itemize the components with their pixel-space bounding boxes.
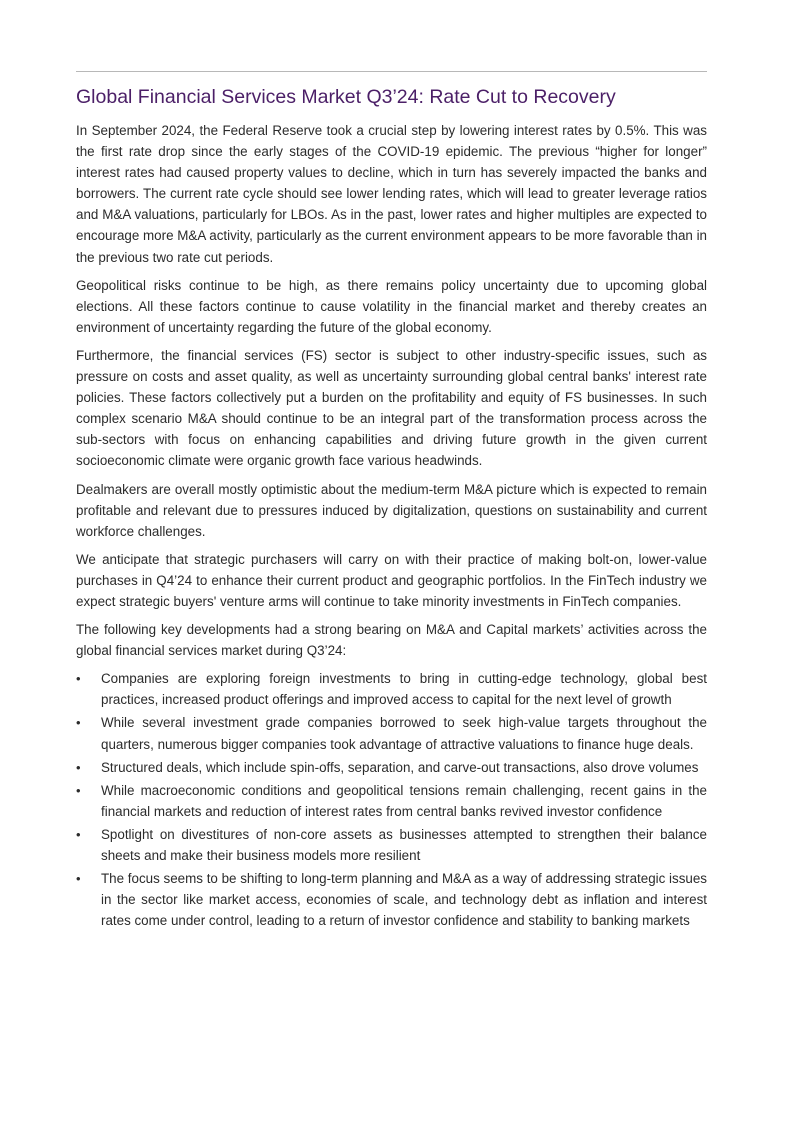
list-item-text: The focus seems to be shifting to long-term planning and M&A as a way of addressing strategic issues in the sector like market access, economies of scale, and technology debt as inflation and interest rates come under control, leading to a return of investor confidence and stability to banking markets <box>101 871 707 929</box>
list-item <box>76 824 707 866</box>
bullet-icon: • <box>76 759 81 775</box>
key-developments-list <box>76 668 707 931</box>
paragraph-key-developments-intro: The following key developments had a strong bearing on M&A and Capital markets’ activities across the global financial services market during Q3’24: <box>76 622 707 659</box>
list-item-text: Structured deals, which include spin-offs, separation, and carve-out transactions, also drove volumes <box>101 759 699 775</box>
list-item-text: Companies are exploring foreign investments to bring in cutting-edge technology, global best practices, increased product offerings and improved access to capital for the next level of growth <box>101 671 707 708</box>
paragraph-fs-sector-issues: Furthermore, the financial services (FS) sector is subject to other industry-specific issues, such as pressure on costs and asset quality, as well as uncertainty surrounding global central banks' interest rate policies. These factors collectively put a burden on the profitability and equity of FS businesses. In such complex scenario M&A should continue to be an integral part of the transformation process across the sub-sectors with focus on enhancing capabilities and driving future growth in the given current socioeconomic climate were organic growth face various headwinds. <box>76 347 707 469</box>
list-item <box>76 868 707 931</box>
paragraph-rate-cut: In September 2024, the Federal Reserve took a crucial step by lowering interest rates by 0.5%. This was the first rate drop since the early stages of the COVID-19 epidemic. The previous “higher for longer” interest rates had caused property values to decline, which in turn has severely impacted the banks and borrowers. The current rate cycle should see lower lending rates, which will lead to greater leverage ratios and M&A valuations, particularly for LBOs. As in the past, lower rates and higher multiples are expected to encourage more M&A activity, particularly as the current environment appears to be more favorable than in the previous two rate cut periods. <box>76 123 707 265</box>
bullet-icon: • <box>76 782 81 798</box>
list-item <box>76 668 707 710</box>
bullet-icon: • <box>76 871 81 887</box>
document-body <box>76 120 707 933</box>
list-item-text: While macroeconomic conditions and geopolitical tensions remain challenging, recent gains in the financial markets and reduction of interest rates from central banks revived investor confidence <box>101 782 707 819</box>
list-item-text: While several investment grade companies borrowed to seek high-value targets throughout the quarters, numerous bigger companies took advantage of attractive valuations to finance huge deals. <box>101 715 707 752</box>
page-title: Global Financial Services Market Q3’24: Rate Cut to Recovery <box>76 86 616 108</box>
bullet-icon: • <box>76 715 81 731</box>
list-item <box>76 712 707 754</box>
paragraph-geopolitical-risks: Geopolitical risks continue to be high, as there remains policy uncertainty due to upcoming global elections. All these factors continue to cause volatility in the financial market and thereby creates an environment of uncertainty regarding the future of the global economy. <box>76 277 707 335</box>
bullet-icon: • <box>76 826 81 842</box>
list-item <box>76 780 707 822</box>
paragraph-strategic-purchasers: We anticipate that strategic purchasers will carry on with their practice of making bolt-on, lower-value purchases in Q4’24 to enhance their current product and geographic portfolios. In the FinTech industry we expect strategic buyers' venture arms will continue to take minority investments in FinTech companies. <box>76 551 707 609</box>
paragraph-dealmaker-outlook: Dealmakers are overall mostly optimistic about the medium-term M&A picture which is expected to remain profitable and relevant due to pressures induced by digitalization, questions on sustainability and current workforce challenges. <box>76 481 707 539</box>
header-divider <box>76 71 707 72</box>
list-item <box>76 757 707 778</box>
bullet-icon: • <box>76 671 81 687</box>
list-item-text: Spotlight on divestitures of non-core assets as businesses attempted to strengthen their balance sheets and make their business models more resilient <box>101 826 707 863</box>
